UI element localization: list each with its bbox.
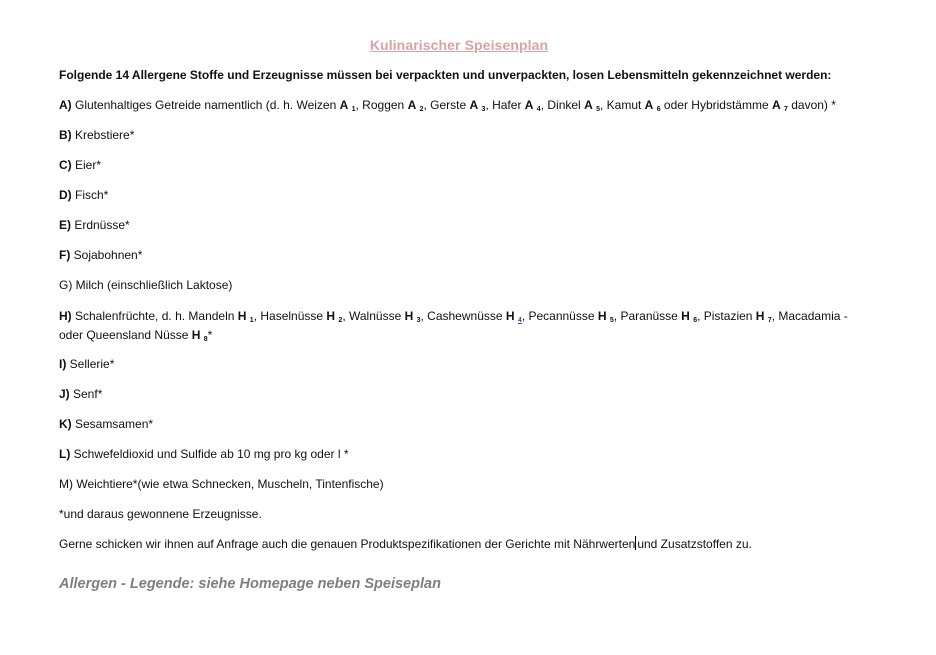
allergen-letter: G) [59, 278, 73, 292]
allergen-code-index: 8 [203, 336, 208, 343]
allergen-code-index: 3 [416, 317, 421, 324]
allergen-text: Fisch* [71, 188, 109, 202]
allergen-text: Schalenfrüchte, d. h. Mandeln [71, 309, 238, 323]
allergen-code: H [326, 309, 336, 323]
allergen-text: Glutenhaltiges Getreide namentlich (d. h. Weizen [71, 98, 340, 112]
allergen-code: H [404, 309, 414, 323]
allergen-code-index: 5 [596, 106, 600, 113]
allergen-text: Milch (einschließlich Laktose) [72, 278, 233, 292]
allergen-code: A [469, 98, 479, 112]
allergen-item-c [59, 157, 859, 173]
allergen-text: , Kamut [599, 98, 645, 112]
allergen-item-j [59, 386, 859, 402]
allergen-code: A [644, 98, 654, 112]
allergen-text: , Haselnüsse [253, 309, 327, 323]
allergen-letter: J) [59, 387, 70, 401]
allergen-item-b [59, 127, 859, 143]
allergen-legend-note: Allergen - Legende: siehe Homepage neben Speiseplan [59, 576, 441, 592]
allergen-text: , Cashewnüsse [420, 309, 506, 323]
allergen-code-index: 6 [656, 106, 661, 113]
allergen-letter: C) [59, 158, 72, 172]
allergen-code-index: 7 [767, 317, 772, 324]
allergen-item-f [59, 247, 859, 263]
allergen-code: H [191, 328, 201, 342]
allergen-text: , Gerste [423, 98, 470, 112]
allergen-code: H [597, 309, 607, 323]
allergen-code: A [771, 98, 781, 112]
allergen-item-l [59, 446, 859, 462]
allergen-code: A [524, 98, 534, 112]
allergen-item-h [59, 307, 859, 345]
allergen-code: A [584, 98, 593, 112]
allergen-item-g [59, 277, 859, 293]
allergen-code: H [681, 309, 690, 323]
allergen-text: Senf* [69, 387, 103, 401]
allergen-code-index: 5 [609, 317, 614, 324]
allergen-text: Krebstiere* [71, 128, 135, 142]
allergen-text: , Roggen [355, 98, 408, 112]
allergen-text: , Pecannüsse [521, 309, 598, 323]
allergen-code: H [237, 309, 247, 323]
allergen-item-a [59, 97, 859, 113]
allergen-text: Erdnüsse* [71, 218, 130, 232]
allergen-letter: K) [59, 417, 72, 431]
allergen-code-index: 1 [249, 317, 254, 324]
allergen-code-index: 7 [783, 106, 788, 113]
intro-text: Folgende 14 Allergene Stoffe und Erzeugnisse müssen bei verpackten und unverpackten, losen Lebensmitteln gekennzeichnet werden: [59, 68, 832, 82]
allergen-letter: B) [59, 128, 72, 142]
allergen-text: oder Hybridstämme [660, 98, 772, 112]
allergen-code-index-link[interactable]: 4 [517, 317, 522, 324]
allergen-text: , Macadamia - oder Queensland Nüsse [59, 309, 848, 342]
allergen-code-index: 2 [338, 317, 343, 324]
allergen-code: H [505, 309, 515, 323]
allergen-code-index: 2 [419, 106, 424, 113]
allergen-item-i [59, 356, 859, 372]
allergen-text: Schwefeldioxid und Sulfide ab 10 mg pro kg oder l * [70, 447, 349, 461]
allergen-code-index: 1 [351, 106, 356, 113]
allergen-text: * [207, 328, 213, 342]
allergen-item-d [59, 187, 859, 203]
allergen-text: Sojabohnen* [70, 248, 143, 262]
allergen-text: Eier* [71, 158, 102, 172]
note-text-part2: und Zusatzstoffen zu. [637, 537, 752, 551]
allergen-item-m [59, 476, 859, 492]
allergen-text: Sellerie* [66, 357, 115, 371]
allergen-letter: M) [59, 477, 73, 491]
page-title: Kulinarischer Speisenplan [369, 37, 549, 53]
allergen-text: , Dinkel [540, 98, 585, 112]
allergen-text: davon) * [787, 98, 836, 112]
allergen-text: , Walnüsse [342, 309, 405, 323]
allergen-code: H [755, 309, 765, 323]
allergen-text: Weichtiere*(wie etwa Schnecken, Muscheln, Tintenfische) [73, 477, 384, 491]
allergen-text: Sesamsamen* [71, 417, 154, 431]
allergen-letter: H) [59, 309, 72, 323]
allergen-letter: D) [59, 188, 72, 202]
allergen-letter: E) [59, 218, 71, 232]
allergen-text: , Paranüsse [613, 309, 682, 323]
note-text-part1: Gerne schicken wir ihnen auf Anfrage auch die genauen Produktspezifikationen der Gerichte mit Nährwerten [59, 537, 636, 551]
allergen-letter: A) [59, 98, 72, 112]
allergen-code: A [339, 98, 349, 112]
allergen-item-k [59, 416, 859, 432]
footnote-text: *und daraus gewonnene Erzeugnisse. [59, 507, 262, 521]
allergen-item-e [59, 217, 859, 233]
allergen-code-index: 6 [693, 317, 698, 324]
allergen-code-index: 3 [481, 106, 486, 113]
product-spec-note [59, 536, 859, 552]
allergen-letter: F) [59, 248, 71, 262]
allergen-code: A [407, 98, 417, 112]
allergen-text: , Hafer [485, 98, 525, 112]
allergen-letter: I) [59, 357, 67, 371]
allergen-text: , Pistazien [697, 309, 756, 323]
allergen-code-index: 4 [536, 106, 541, 113]
allergen-letter: L) [59, 447, 71, 461]
document-page [59, 35, 859, 593]
